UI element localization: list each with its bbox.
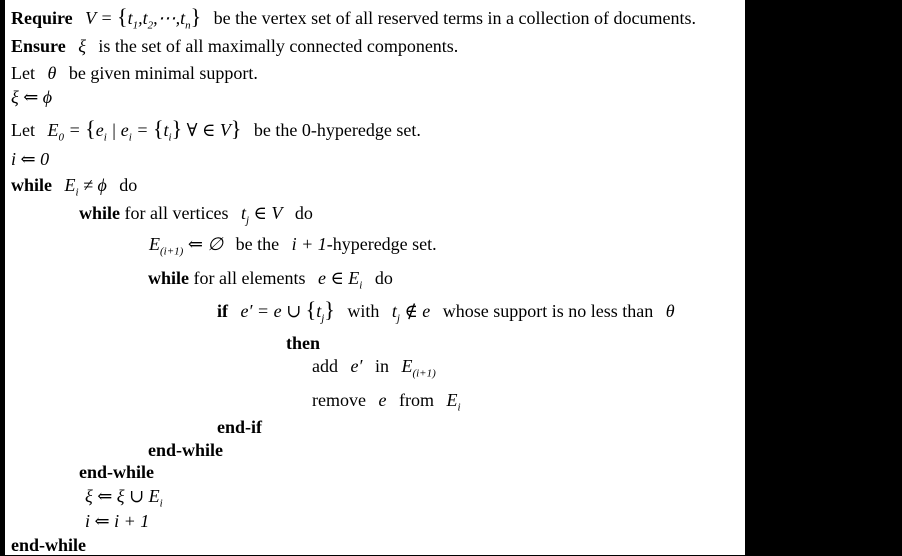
- keyword-if: if: [217, 301, 228, 321]
- math-ei-ne-phi: $E_i \ne \phi$: [64, 175, 107, 199]
- keyword-while: while: [148, 268, 190, 288]
- math-next-set: $E_{(i+1)}$: [401, 356, 436, 380]
- math-e: e: [378, 390, 387, 410]
- hyperedge-set-text: -hyperedge set.: [326, 234, 437, 254]
- algorithm-figure: [5, 0, 745, 555]
- math-e-in-ei: e ∈ $E_i$: [317, 268, 363, 292]
- keyword-while: while: [11, 175, 53, 195]
- keyword-then: then: [286, 333, 321, 353]
- remove-line: [312, 389, 461, 414]
- end-outer-while-line: [11, 534, 86, 556]
- let-theta-text: be given minimal support.: [68, 63, 258, 83]
- with-text: with: [347, 301, 380, 321]
- let-label: Let: [11, 63, 35, 83]
- math-theta: θ: [47, 63, 57, 83]
- element-while-line: [148, 267, 393, 292]
- let-theta-line: [11, 62, 258, 84]
- math-i-init: i ⇐ 0: [11, 149, 50, 169]
- outer-while-line: [11, 174, 138, 199]
- init-i-line: [11, 148, 49, 170]
- init-next-set-line: [149, 233, 437, 258]
- end-vertex-while-line: [79, 461, 154, 483]
- add-text: add: [312, 356, 338, 376]
- math-i-increment: i ⇐ i + 1: [85, 511, 150, 531]
- for-all-vertices-text: for all vertices: [124, 203, 229, 223]
- right-black-panel: [745, 0, 902, 555]
- end-element-while-line: [148, 439, 223, 461]
- math-xi-update: ξ ⇐ ξ ∪ $E_i$: [85, 486, 163, 510]
- math-tj-notin-e: $t_j$ ∉ e: [391, 301, 431, 325]
- keyword-end-while: end-while: [11, 535, 87, 555]
- for-all-elements-text: for all elements: [193, 268, 306, 288]
- keyword-end-while: end-while: [148, 440, 224, 460]
- math-e-prime-def: e′ = e ∪ $\{t_j\}$: [240, 297, 335, 325]
- keyword-while: while: [79, 203, 121, 223]
- ensure-text: is the set of all maximally connected components.: [98, 36, 459, 56]
- math-e-prime: e′: [350, 356, 363, 376]
- keyword-do: do: [294, 203, 313, 223]
- then-line: [286, 332, 320, 354]
- let-label: Let: [11, 120, 35, 140]
- keyword-do: do: [374, 268, 393, 288]
- math-i-plus-1: i + 1: [291, 234, 327, 254]
- remove-text: remove: [312, 390, 366, 410]
- math-next-set-init: $E_{(i+1)}$ ⇐ ∅: [149, 234, 224, 258]
- keyword-end-while: end-while: [79, 462, 155, 482]
- end-if-line: [217, 416, 262, 438]
- init-xi-line: [11, 86, 52, 108]
- let-e0-line: [11, 116, 421, 144]
- math-ei: $E_i$: [446, 390, 461, 414]
- vertex-while-line: [79, 202, 313, 227]
- keyword-do: do: [119, 175, 138, 195]
- add-line: [312, 355, 436, 380]
- keyword-require: Require: [11, 8, 73, 28]
- if-line: [217, 297, 675, 325]
- math-xi: ξ: [78, 36, 86, 56]
- math-e0-def: $E_0 = \{e_i$ | $e_i = \{t_i\}$ ∀ ∈ V}: [47, 116, 242, 144]
- update-xi-line: [85, 485, 163, 510]
- require-text: be the vertex set of all reserved terms in a collection of documents.: [213, 8, 696, 28]
- math-xi-init: ξ ⇐ ϕ: [11, 87, 53, 107]
- be-the-text: be the: [235, 234, 280, 254]
- math-tj-in-v: $t_j$ ∈ V: [240, 203, 283, 227]
- from-text: from: [398, 390, 434, 410]
- keyword-end-if: end-if: [217, 417, 262, 437]
- in-text: in: [374, 356, 389, 376]
- let-e0-text: be the 0-hyperedge set.: [253, 120, 421, 140]
- support-condition-text: whose support is no less than: [442, 301, 654, 321]
- ensure-line: [11, 35, 458, 57]
- increment-i-line: [85, 510, 149, 532]
- keyword-ensure: Ensure: [11, 36, 66, 56]
- math-vertex-set: $V = \{t_1,t_2,\cdots,t_n\}$: [85, 4, 202, 32]
- math-theta: θ: [665, 301, 675, 321]
- require-line: [11, 4, 696, 32]
